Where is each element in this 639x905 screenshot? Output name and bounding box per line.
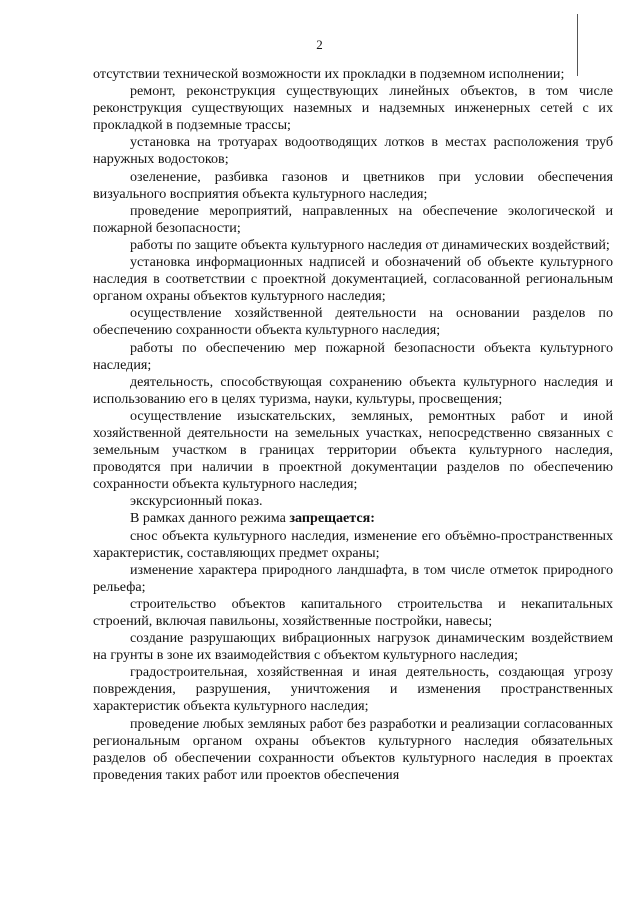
paragraph-signage: установка информационных надписей и обозначений об объекте культурного наследия в соответствии с проектной документацией, согласованной региональным органом охраны объектов культурного наследия; [93,254,613,305]
prohibited-keyword: запрещается: [289,510,375,527]
paragraph-landscaping: озеленение, разбивка газонов и цветников при условии обеспечения визуального восприятия объекта культурного наследия; [93,168,613,202]
paragraph-landscape-change: изменение характера природного ландшафта, в том числе отметок природного рельефа; [93,561,613,595]
paragraph-urban-activity: градостроительная, хозяйственная и иная деятельность, создающая угрозу повреждения, разрушения, уничтожения и изменения пространственных характеристик объекта культурного наследия; [93,664,613,715]
paragraph-continuation: отсутствии технической возможности их прокладки в подземном исполнении; [93,66,565,82]
page-number: 2 [316,37,323,52]
paragraph-safety: проведение мероприятий, направленных на обеспечение экологической и пожарной безопасности; [93,202,613,236]
paragraph-demolition: снос объекта культурного наследия, изменение его объёмно-пространственных характеристик, составляющих предмет охраны; [93,527,613,561]
prohibited-intro: В рамках данного режима [130,510,290,527]
paragraph-survey-works: осуществление изыскательских, земляных, ремонтных работ и иной хозяйственной деятельности на земельных участках, непосредственно связанных с земельным участком в границах территории объекта культурного наследия, проводятся при наличии в проектной документации разделов по обеспечению сохранности объекта культурного наследия; [93,407,613,493]
prohibited-heading [93,510,613,527]
paragraph-preservation: деятельность, способствующая сохранению объекта культурного наследия и использованию его в целях туризма, науки, культуры, просвещения; [93,373,613,407]
paragraph-vibration: создание разрушающих вибрационных нагрузок динамическим воздействием на грунты в зоне их взаимодействия с объектом культурного наследия; [93,630,613,664]
paragraph-economic-activity: осуществление хозяйственной деятельности на основании разделов по обеспечению сохранности объекта культурного наследия; [93,305,613,339]
paragraph-excursion: экскурсионный показ. [130,493,263,510]
paragraph-earthworks: проведение любых земляных работ без разработки и реализации согласованных региональным органом охраны объектов культурного наследия обязательных разделов об обеспечении сохранности объектов культурного наследия в проектах проведения таких работ или проектов обеспечения [93,715,613,783]
paragraph-protection: работы по защите объекта культурного наследия от динамических воздействий; [130,236,610,253]
paragraph-drainage: установка на тротуарах водоотводящих лотков в местах расположения труб наружных водостоков; [93,134,613,168]
paragraph-construction: строительство объектов капитального строительства и некапитальных строений, включая павильоны, хозяйственные постройки, навесы; [93,595,613,629]
paragraph-fire-safety: работы по обеспечению мер пожарной безопасности объекта культурного наследия; [93,339,613,373]
document-body [93,66,613,784]
paragraph-repair: ремонт, реконструкция существующих линейных объектов, в том числе реконструкция существующих наземных и надземных инженерных сетей с их прокладкой в подземные трассы; [93,83,613,134]
